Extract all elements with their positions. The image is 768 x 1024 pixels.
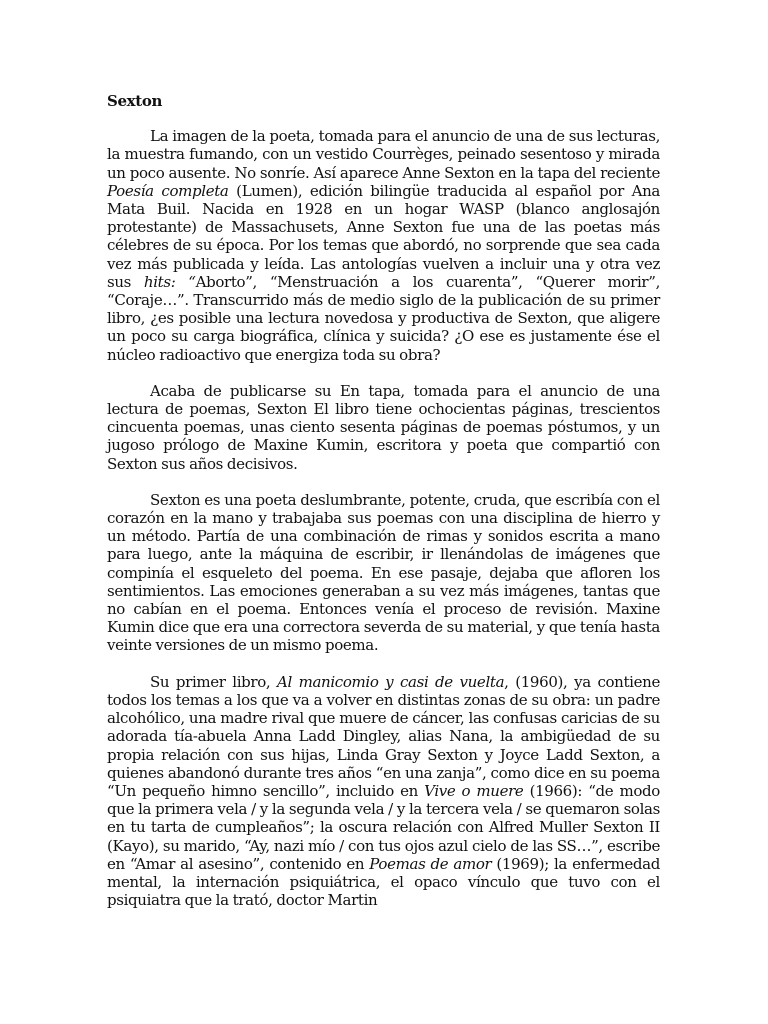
- p1-italic-hits: hits: “: [143, 272, 196, 291]
- paragraph-4: [107, 673, 660, 910]
- p4-italic-poemas-de-amor: Poemas de amor: [369, 854, 492, 873]
- paragraph-3: Sexton es una poeta deslumbrante, potente, cruda, que escribía con el corazón en la mano y trabajaba sus poemas con una disciplina de hierro y un método. Partía de una combinación de rimas y sonidos escrita a mano para luego, ante la máquina de escribir, ir llenándolas de imágenes que compinía el esqueleto del poema. En ese pasaje, dejaba que afloren los sentimientos. Las emociones generaban a su vez más imágenes, tantas que no cabían en el poema. Entonces venía el proceso de revisión. Maxine Kumin dice que era una correctora severda de su material, y que tenía hasta veinte versiones de un mismo poema.: [107, 490, 660, 655]
- p4-text-b: , (1960), ya contiene todos los temas a los que va a volver en distintas zonas de su obra: un padre alcohólico, una madre rival que muere de cáncer, las confusas caricias de su adorada tía-abuela Anna Ladd Dingley, alias Nana, la ambigüedad de su propia relación con sus hijas, Linda Gray Sexton y Joyce Ladd Sexton, a quienes abandonó durante tres años “en una zanja”, como dice en su poema “Un pequeño himno sencillo”, incluido en: [107, 672, 660, 800]
- p1-italic-book-title: Poesía completa: [107, 181, 229, 200]
- p1-text-b: (Lumen), edición bilingüe traducida al español por Ana Mata Buil. Nacida en 1928 en un hogar WASP (blanco anglosajón protestante) de Massachusets, Anne Sexton fue una de las poetas más célebres de su época. Por los temas que abordó, no sorprende que sea cada vez más publicada y leída. Las antologías vuelven a incluir una y otra vez sus: [107, 181, 660, 291]
- p1-text-c: Aborto”, “Menstruación a los cuarenta”, “Querer morir”, “Coraje…”. Transcurrido más de medio siglo de la publicación de su primer libro, ¿es posible una lectura novedosa y productiva de Sexton, que aligere un poco su carga biográfica, clínica y suicida? ¿O ese es justamente ése el núcleo radioactivo que energiza toda su obra?: [107, 272, 660, 364]
- document-page: [107, 92, 660, 927]
- p4-italic-first-book: Al manicomio y casi de vuelta: [277, 672, 505, 691]
- p4-italic-vive-o-muere: Vive o muere: [424, 781, 524, 800]
- paragraph-2: Acaba de publicarse su En tapa, tomada para el anuncio de una lectura de poemas, Sexton El libro tiene ochocientas páginas, trescientos cincuenta poemas, unas ciento sesenta páginas de poemas póstumos, y un jugoso prólogo de Maxine Kumin, escritora y poeta que compartió con Sexton sus años decisivos.: [107, 381, 660, 473]
- p1-text-a: La imagen de la poeta, tomada para el anuncio de una de sus lecturas, la muestra fumando, con un vestido Courrèges, peinado sesentoso y mirada un poco ausente. No sonríe. Así aparece Anne Sexton en la tapa del reciente: [107, 127, 660, 182]
- p4-text-d: (1969); la enfermedad mental, la internación psiquiátrica, el opaco vínculo que tuvo con el psiquiatra que la trató, doctor Martin: [107, 854, 660, 910]
- p4-text-a: Su primer libro,: [150, 672, 277, 691]
- paragraph-1: [107, 127, 660, 364]
- document-title: Sexton: [107, 92, 163, 110]
- p4-text-c: (1966): “de modo que la primera vela / y la segunda vela / y la tercera vela / se quemaron solas en tu tarta de cumpleaños”; la oscura relación con Alfred Muller Sexton II (Kayo), su marido, “Ay, nazi mío / con tus ojos azul cielo de las SS…”, escribe en “Amar al asesino”, contenido en: [107, 781, 660, 873]
